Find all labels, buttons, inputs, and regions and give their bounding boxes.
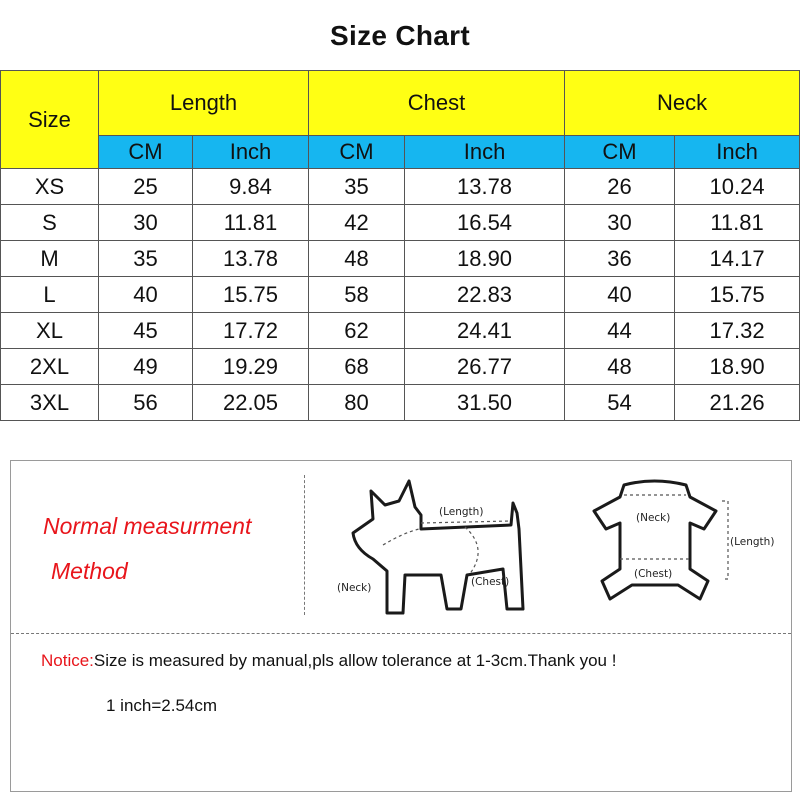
page-title: Size Chart (330, 20, 470, 51)
chest-measure-line (465, 527, 478, 575)
length-inch-cell: 13.78 (193, 241, 309, 277)
chest-cm-cell: 62 (309, 313, 405, 349)
neck-header: Neck (565, 71, 800, 136)
header-row (1, 71, 800, 136)
chest-header: Chest (309, 71, 565, 136)
size-chart-table (0, 70, 800, 421)
measurement-panel (10, 460, 792, 792)
chest-inch-cell: 24.41 (405, 313, 565, 349)
table-row (1, 385, 800, 421)
length-inch-cell: 9.84 (193, 169, 309, 205)
neck-measure-line (383, 529, 419, 545)
unit-header: Inch (675, 136, 800, 169)
neck-cm-cell: 30 (565, 205, 675, 241)
neck-inch-cell: 17.32 (675, 313, 800, 349)
size-cell: S (1, 205, 99, 241)
neck-cm-cell: 44 (565, 313, 675, 349)
chest-inch-cell: 26.77 (405, 349, 565, 385)
dog-top-outline (594, 481, 716, 599)
table-row (1, 277, 800, 313)
length-cm-cell: 45 (99, 313, 193, 349)
dog-top-view-diagram (566, 467, 791, 632)
neck-inch-cell: 15.75 (675, 277, 800, 313)
side-length-label: (Length) (439, 506, 484, 518)
size-cell: XS (1, 169, 99, 205)
method-title-line2: Method (51, 558, 128, 584)
notice-text (41, 651, 616, 671)
length-cm-cell: 56 (99, 385, 193, 421)
table-row (1, 349, 800, 385)
size-cell: 3XL (1, 385, 99, 421)
top-neck-label: (Neck) (636, 512, 671, 524)
length-cm-cell: 30 (99, 205, 193, 241)
dog-side-view-diagram (311, 467, 531, 632)
top-chest-label: (Chest) (634, 568, 673, 580)
chest-inch-cell: 18.90 (405, 241, 565, 277)
method-title-line1: Normal measurment (43, 513, 252, 539)
length-cm-cell: 40 (99, 277, 193, 313)
neck-cm-cell: 54 (565, 385, 675, 421)
chest-inch-cell: 13.78 (405, 169, 565, 205)
chest-cm-cell: 58 (309, 277, 405, 313)
neck-cm-cell: 40 (565, 277, 675, 313)
length-header: Length (99, 71, 309, 136)
unit-header: CM (99, 136, 193, 169)
unit-header: Inch (405, 136, 565, 169)
neck-inch-cell: 10.24 (675, 169, 800, 205)
top-length-label: (Length) (730, 536, 775, 548)
vertical-divider (304, 475, 305, 615)
chest-cm-cell: 35 (309, 169, 405, 205)
top-length-bracket (722, 501, 728, 579)
length-inch-cell: 15.75 (193, 277, 309, 313)
neck-inch-cell: 18.90 (675, 349, 800, 385)
length-cm-cell: 49 (99, 349, 193, 385)
table-row (1, 169, 800, 205)
size-cell: 2XL (1, 349, 99, 385)
neck-inch-cell: 21.26 (675, 385, 800, 421)
length-cm-cell: 25 (99, 169, 193, 205)
size-cell: M (1, 241, 99, 277)
size-cell: L (1, 277, 99, 313)
table-row (1, 241, 800, 277)
length-inch-cell: 22.05 (193, 385, 309, 421)
chest-cm-cell: 42 (309, 205, 405, 241)
dog-side-outline (353, 481, 523, 613)
table-row (1, 205, 800, 241)
size-cell: XL (1, 313, 99, 349)
chest-inch-cell: 31.50 (405, 385, 565, 421)
conversion-note: 1 inch=2.54cm (106, 696, 218, 715)
chest-cm-cell: 68 (309, 349, 405, 385)
chest-inch-cell: 22.83 (405, 277, 565, 313)
neck-inch-cell: 11.81 (675, 205, 800, 241)
neck-inch-cell: 14.17 (675, 241, 800, 277)
length-inch-cell: 11.81 (193, 205, 309, 241)
table-row (1, 313, 800, 349)
unit-header: Inch (193, 136, 309, 169)
length-inch-cell: 17.72 (193, 313, 309, 349)
notice-body: Size is measured by manual,pls allow tolerance at 1-3cm.Thank you ! (93, 651, 617, 670)
neck-cm-cell: 36 (565, 241, 675, 277)
side-chest-label: (Chest) (471, 576, 510, 588)
length-inch-cell: 19.29 (193, 349, 309, 385)
unit-row (1, 136, 800, 169)
size-header: Size (1, 71, 99, 169)
horizontal-divider (11, 633, 791, 634)
side-neck-label: (Neck) (337, 582, 372, 594)
chest-cm-cell: 48 (309, 241, 405, 277)
unit-header: CM (309, 136, 405, 169)
neck-cm-cell: 26 (565, 169, 675, 205)
chest-cm-cell: 80 (309, 385, 405, 421)
notice-label: Notice: (41, 651, 94, 670)
length-measure-line (421, 521, 511, 523)
length-cm-cell: 35 (99, 241, 193, 277)
unit-header: CM (565, 136, 675, 169)
neck-cm-cell: 48 (565, 349, 675, 385)
chest-inch-cell: 16.54 (405, 205, 565, 241)
